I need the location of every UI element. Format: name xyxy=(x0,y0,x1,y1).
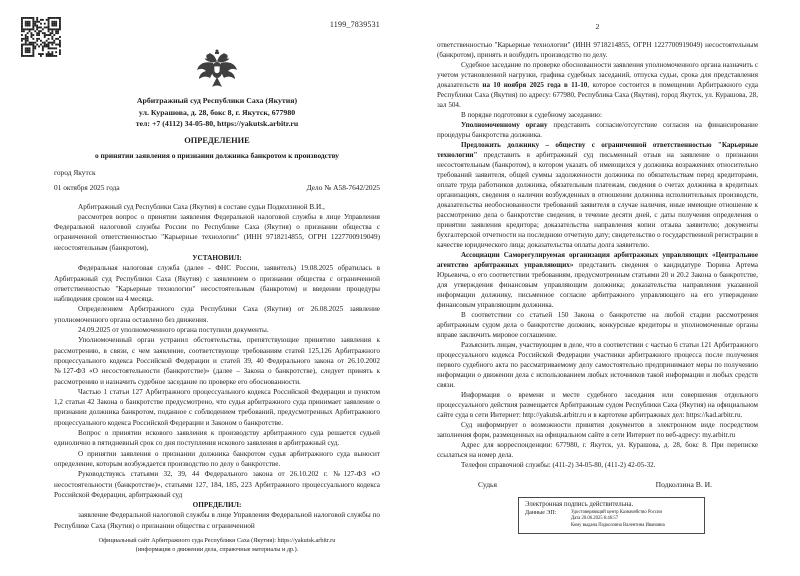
electronic-signature-box xyxy=(518,497,705,534)
signature-cert-owner: Кому выдана Подколзина Валентина Ивановна xyxy=(571,522,665,528)
signature-cert-authority: Удостоверяющий центр Казначейство России xyxy=(571,510,663,515)
paragraph: Разъяснить лицам, участвующим в деле, что в соответствии с частью 6 статьи 121 Арбитражного процессуального кодекса Российской Федерации участники арбитражного процесса после получения первого судебного акта по рассматриваемому делу самостоятельно предпринимают меры по получению информации о движении дела с использованием любых источников такой информации и любых средств связи. xyxy=(437,341,758,389)
document-title: ОПРЕДЕЛЕНИЕ xyxy=(184,135,250,145)
footer-info-line: (информация о движении дела, справочные материалы и др.). xyxy=(135,545,299,553)
paragraph: Суд информирует о возможности принятия документов в электронном виде посредством заполнения форм, размещенных на официальном сайте в сети Интернет по веб-адресу: my.arbitr.ru xyxy=(437,421,758,439)
qr-code-icon xyxy=(21,17,61,57)
document-page-2 xyxy=(400,0,800,576)
page1-footer xyxy=(54,537,380,555)
case-number: Дело № А58-7642/2025 xyxy=(306,182,380,192)
paragraph: Информация о времени и месте судебного заседания или совершения отдельного процессуального действия размещается Арбитражным судом Республики Саха (Якутия) на официальном сайте суда в сети Интернет: http://yakutsk.arbitr.ru и в картотеке арбитражных дел: https://kad.arbitr.ru. xyxy=(437,391,758,419)
document-number: 1199_7839531 xyxy=(329,20,380,29)
court-contact: тел: +7 (4112) 34-05-80, https://yakutsk.arbitr.ru xyxy=(135,119,299,128)
coat-of-arms-icon xyxy=(193,48,241,92)
document-subtitle: о принятии заявления о признании должника банкротом к производству xyxy=(94,150,340,160)
paragraph: Предложить должнику – обществу с ограниченной ответственностью "Карьерные технологии" представить в арбитражный суд письменный отзыв на заявление о признании несостоятельным (банкротом), в котором указать об имеющихся у должника возражениях относительно требований заявителя, общей суммы задолженности должника по обязательствам перед кредиторами, оплате труда работников должника, обязательным платежам, сведения о счетах должника в кредитных организациях, сведения о наличии возбужденных в отношении должника исполнительных производств, доказательства необоснованности требований заявителя в случае наличия, иные имеющие отношение к рассмотрению дела о банкротстве сведения, в течение десяти дней, с даты получения определения о принятии заявления кредитора; доказательства направления копии отзыва заявителю; документы бухгалтерской отчетности на последнюю отчетную дату; свидетельство о государственной регистрации в качестве юридического лица; доказательства оплаты долга заявителю. xyxy=(437,141,758,249)
paragraph: Адрес для корреспонденции: 677980, г. Якутск, ул. Курашова, д. 28, бокс 8. При переписке ссылаться на номер дела. xyxy=(437,441,758,459)
paragraph: 24.09.2025 от уполномоченного органа поступили документы. xyxy=(78,326,269,335)
paragraph: Частью 1 статьи 127 Арбитражного процессуального кодекса Российской Федерации и пунктом 1,2 статьи 42 Закона о банкротстве предусмотрено, что судья арбитражного суда принимает заявление о признании должника банкротом, поданное с соблюдением требований, предусмотренных Арбитражного процессуального кодекса Российской Федерации и Законом о банкротстве. xyxy=(54,387,380,427)
paragraph: Федеральная налоговая служба (далее - ФНС России, заявитель) 19.08.2025 обратилась в Арбитражный суд Республики Саха (Якутия) с заявлением о признании общества с ограниченной ответственностью "Карьерные технологии" несостоятельным (банкротом) и введении процедуры наблюдения сроком на 4 месяца. xyxy=(54,264,380,304)
paragraph: Арбитражный суд Республики Саха (Якутия) в составе судьи Подколзиной В.И., xyxy=(78,202,325,211)
paragraph: Определением Арбитражного суда Республики Саха (Якутия) от 26.08.2025 заявление уполномоченного органа оставлено без движения. xyxy=(54,305,380,324)
paragraph: Уполномоченному органу представить согласие/отсутствие согласия на финансирование процедуры банкротства должника. xyxy=(437,121,758,139)
judge-name: Подколзина В. И. xyxy=(655,480,712,489)
signature-data-label: Данные ЭП: xyxy=(525,510,557,516)
paragraph: Судебное заседание по проверке обоснованности заявления уполномоченного органа назначить с учетом установленной нагрузки, графика судебных заседаний, отпуска судьи, срока для представления доказательств на 10 ноября 2025 года в 11-10, которое состоится в помещении Арбитражного суда Республики Саха (Якутия) по адресу: 677980, Республика Саха (Якутия), город Якутск, ул. Курашова, 28, зал 504. xyxy=(437,61,758,109)
city-label: город Якутск xyxy=(54,167,96,177)
paragraph: рассмотрев вопрос о принятии заявления Федеральной налоговой службы в лице Управления Федеральной налоговой службы России по Республике Саха (Якутия) о признании общества с ограниченной ответственностью "Карьерные технологии" (ИНН 9718214855, ОГРН 1227700919049) несостоятельным (банкротом), xyxy=(54,212,380,252)
paragraph: Руководствуясь статьями 32, 39, 44 Федерального закона от 26.10.202 г. №127-ФЗ «О несостоятельности (банкротстве)», статьями 127, 184, 185, 223 Арбитражного процессуального кодекса Российской Федерации, арбитражный суд xyxy=(54,470,380,499)
page1-body xyxy=(54,202,380,532)
document-date: 01 октября 2025 года xyxy=(54,182,120,192)
paragraph: Ассоциации Саморегулируемая организация арбитражных управляющих «Центральное агентство арбитражных управляющих» представить сведения о кандидатуре Тюрина Артема Юрьевича, о его соответствии требованиям, предусмотренным статьями 20 и 20.2 Закона о банкротстве, для утверждения финансовым управляющим должника; доказательства направления указанной информации должнику, письменное согласие арбитражного управляющего на его утверждение финансовым управляющим должника. xyxy=(437,251,758,309)
judge-row xyxy=(437,480,758,489)
paragraph: ОПРЕДЕЛИЛ: xyxy=(192,501,242,510)
paragraph: ответственностью "Карьерные технологии" (ИНН 9718214855, ОГРН 1227700919049) несостоятельным (банкротом), принять и возбудить производство по делу. xyxy=(437,41,758,59)
signature-cert-date: Дата 20.06.2025 6:46:57 xyxy=(571,516,619,522)
paragraph: Уполномоченный орган устранил обстоятельства, препятствующие принятию заявления к рассмотрению, в связи, с чем заявление, соответствующе требованиям статей 125,126 Арбитражного процессуального кодекса Российской Федерации и статей 39, 40 Федерального закона от 26.10.2002 №127-ФЗ «О несостоятельности (банкротстве)» (далее – Закона о банкротстве), следует принять к рассмотрению и назначить судебное заседание по проверке его обоснованности. xyxy=(54,336,380,386)
court-address: ул. Курашова, д. 28, бокс 8, г. Якутск, 677980 xyxy=(138,107,296,117)
page-number: 2 xyxy=(595,22,600,31)
paragraph: О принятии заявления о признании должника банкротом судья арбитражного суда выносит определение, которым возбуждается производство по делу о банкротстве. xyxy=(54,449,380,468)
paragraph: Вопрос о принятии искового заявления к производству арбитражного суда решается судьей единолично в пятидневный срок со дня поступления искового заявления в арбитражный суд. xyxy=(54,429,380,448)
judge-label: Судья xyxy=(478,480,498,489)
paragraph: В соответствии со статьей 150 Закона о банкротстве на любой стадии рассмотрения арбитражным судом дела о банкротстве должник, конкурсные кредиторы и уполномоченные органы вправе заключить мировое соглашение. xyxy=(437,311,758,339)
paragraph: УСТАНОВИЛ: xyxy=(192,253,242,262)
paragraph: заявление Федеральной налоговой службы в лице Управления Федеральной налоговой службы по Республике Саха (Якутия) о признании общества с ограниченной xyxy=(54,511,380,530)
paragraph: Телефон справочной службы: (411-2) 34-05-80, (411-2) 42-05-32. xyxy=(461,461,656,469)
paragraph: В порядке подготовки к судебному заседанию: xyxy=(461,111,602,119)
footer-site-line: Официальный сайт Арбитражного суда Республики Саха (Якутия): https://yakutsk.arbitr.ru xyxy=(98,537,336,544)
page2-body xyxy=(437,40,758,470)
court-name: Арбитражный суд Республики Саха (Якутия) xyxy=(136,96,298,105)
signature-valid-line: Электронная подпись действительна. xyxy=(525,501,634,508)
date-case-row xyxy=(54,183,380,192)
